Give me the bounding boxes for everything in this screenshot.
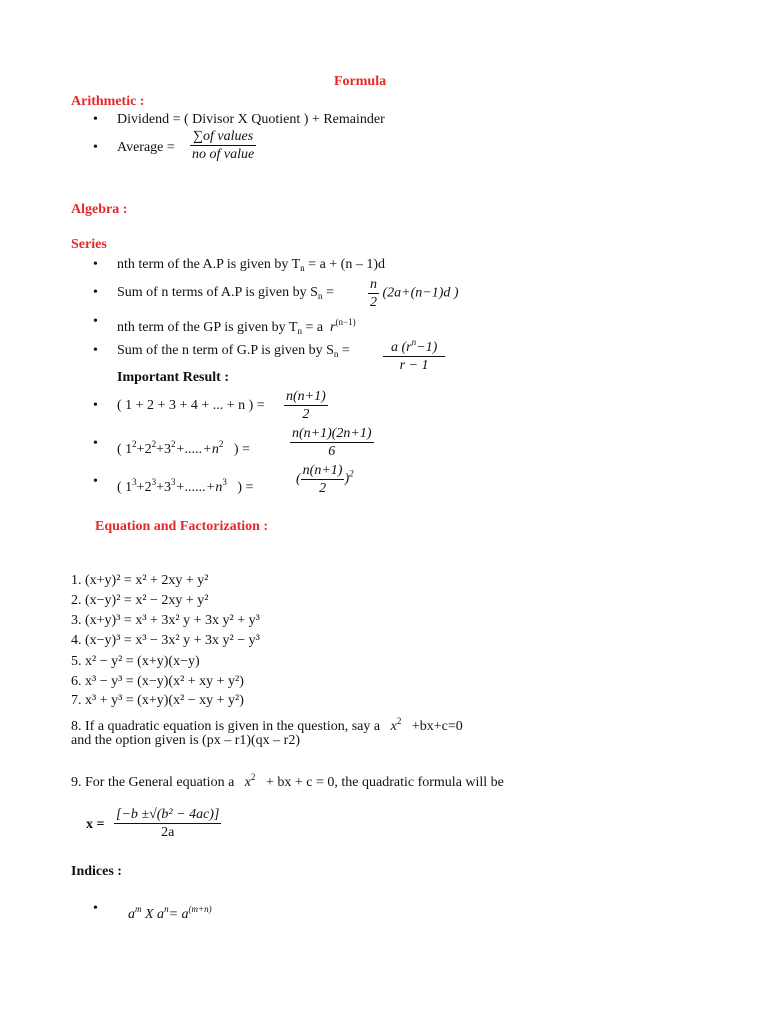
page-title: Formula [334, 74, 387, 89]
result-2-fraction [290, 425, 374, 460]
item9-text: 9. For the General equation a [71, 775, 235, 790]
equation-item: 4. (x−y)³ = x³ − 3x² y + 3x y² − y³ [71, 633, 260, 648]
quadratic-denominator: 2a [161, 825, 175, 840]
gp-nth-term [117, 314, 356, 339]
result-3-lhs [117, 474, 253, 496]
result-3-dots: +......+n [175, 480, 223, 495]
indices-a: a [128, 907, 135, 922]
bullet-icon: • [93, 398, 98, 413]
item9-x: x [244, 775, 251, 790]
gp-sum-eq: = [341, 343, 350, 358]
result-3-exp: 3 [222, 477, 227, 487]
result-3-term3: +3 [156, 480, 171, 495]
result-3-term2: +2 [136, 480, 152, 495]
gp-sum-num-exp: n [411, 337, 417, 347]
result-1-lhs: ( 1 + 2 + 3 + 4 + ... + n ) = [117, 398, 265, 413]
equation-item: 3. (x+y)³ = x³ + 3x² y + 3x y² + y³ [71, 613, 260, 628]
gp-nth-text: nth term of the GP is given by T [117, 320, 298, 335]
bullet-icon: • [93, 436, 98, 451]
result-2-dots: +.....+n [175, 442, 219, 457]
ap-nth-t: T [291, 257, 301, 272]
result-1-denominator: 2 [302, 407, 310, 422]
equations-heading: Equation and Factorization : [95, 519, 269, 534]
result-2-numerator: n(n+1)(2n+1) [292, 426, 372, 441]
equation-item: 5. x² − y² = (x+y)(x−y) [71, 654, 200, 669]
ap-sum-text [117, 285, 334, 304]
indices-eq: = a [168, 907, 189, 922]
ap-sum-fraction [368, 276, 459, 311]
result-3-close: ) = [237, 480, 254, 495]
gp-sum-sub: n [333, 349, 339, 359]
result-3-denominator: 2 [319, 481, 327, 496]
item8-exp: 2 [396, 716, 402, 726]
result-2-open: ( 1 [117, 442, 133, 457]
gp-nth-sub: n [297, 326, 302, 336]
result-2-exp: 2 [218, 439, 224, 449]
item9-exp: 2 [251, 772, 256, 782]
bullet-icon: • [93, 257, 98, 272]
result-1-fraction [284, 388, 328, 423]
item8-tail: +bx+c=0 [411, 719, 463, 734]
result-3-numerator: n(n+1) [302, 463, 343, 478]
result-3-open: ( 1 [117, 480, 133, 495]
algebra-heading: Algebra : [71, 202, 128, 217]
quadratic-numerator: [−b ±√(b² − 4ac)] [116, 807, 220, 822]
result-2-exp: 2 [170, 439, 176, 449]
result-2-lhs [117, 436, 250, 458]
indices-n: n [164, 904, 169, 914]
result-3-outer-exp: 2 [349, 468, 354, 479]
series-heading: Series [71, 237, 107, 252]
gp-sum-fraction [383, 334, 445, 374]
average-numerator: ∑of values [190, 128, 256, 146]
quadratic-fraction [114, 806, 221, 841]
bullet-icon: • [93, 474, 98, 489]
item8-text: 8. If a quadratic equation is given in the question, say a [71, 719, 381, 734]
average-label: Average = [117, 140, 175, 155]
result-2-term3: +3 [156, 442, 171, 457]
quadratic-x-label: x = [86, 817, 105, 832]
ap-sum-rhs: (2a+(n−1)d ) [382, 285, 459, 301]
bullet-icon: • [93, 140, 98, 155]
item9-tail: + bx + c = 0, the quadratic formula will be [266, 775, 504, 790]
equation-item-9 [71, 769, 504, 791]
gp-sum-label: Sum of the n term of G.P is given by S [117, 343, 334, 358]
indices-heading: Indices : [71, 864, 122, 879]
ap-nth-text: nth term of the A.P is given by [117, 257, 289, 272]
ap-sum-eq: = [325, 285, 334, 300]
indices-m: m [135, 904, 142, 914]
result-3-fraction: ( $\frac{n(n+1)}{2}$ )$^2$ [296, 463, 354, 496]
ap-sum-denominator: 2 [370, 295, 377, 310]
result-2-exp: 2 [151, 439, 157, 449]
gp-nth-rhs: = a [305, 320, 324, 335]
gp-sum-denominator: r − 1 [399, 358, 429, 373]
equation-item-8-line2: and the option given is (px – r1)(qx – r2) [71, 733, 301, 748]
equation-item: 2. (x−y)² = x² − 2xy + y² [71, 593, 209, 608]
result-1-numerator: n(n+1) [286, 389, 326, 404]
ap-sum-sub: n [317, 291, 323, 301]
gp-nth-exp: (n−1) [335, 317, 356, 327]
item8-x: x [390, 719, 397, 734]
gp-sum-text [117, 343, 350, 362]
bullet-icon: • [93, 112, 98, 127]
arithmetic-heading: Arithmetic : [71, 94, 145, 109]
gp-sum-num-tail: −1) [416, 340, 438, 355]
equation-item: 6. x³ − y³ = (x−y)(x² + xy + y²) [71, 674, 244, 689]
ap-sum-numerator: n [370, 277, 377, 292]
gp-sum-numerator: a (r [391, 340, 412, 355]
average-fraction [190, 128, 256, 163]
gp-nth-r: r [330, 320, 336, 335]
ap-sum-label: Sum of n terms of A.P is given by S [117, 285, 318, 300]
result-2-close: ) = [233, 442, 250, 457]
equation-item-8 [71, 713, 463, 735]
indices-times: X a [141, 907, 165, 922]
ap-nth-term [117, 257, 385, 276]
dividend-formula: Dividend = ( Divisor X Quotient ) + Remainder [117, 112, 385, 127]
indices-formula [128, 901, 212, 923]
equation-item: 7. x³ + y³ = (x+y)(x² − xy + y²) [71, 693, 244, 708]
result-3-exp: 3 [132, 477, 137, 487]
result-2-denominator: 6 [328, 444, 336, 459]
result-3-exp: 3 [151, 477, 157, 487]
bullet-icon: • [93, 901, 98, 916]
result-3-exp: 3 [170, 477, 176, 487]
indices-exp: (m+n) [188, 904, 212, 914]
equation-item: 1. (x+y)² = x² + 2xy + y² [71, 573, 209, 588]
bullet-icon: • [93, 285, 98, 300]
bullet-icon: • [93, 343, 98, 358]
result-2-exp: 2 [132, 439, 137, 449]
ap-nth-rhs: = a + (n – 1)d [308, 257, 386, 272]
result-2-term2: +2 [136, 442, 152, 457]
important-heading: Important Result : [117, 370, 229, 385]
average-denominator: no of value [192, 147, 255, 162]
ap-nth-sub: n [300, 263, 305, 273]
bullet-icon: • [93, 314, 98, 329]
